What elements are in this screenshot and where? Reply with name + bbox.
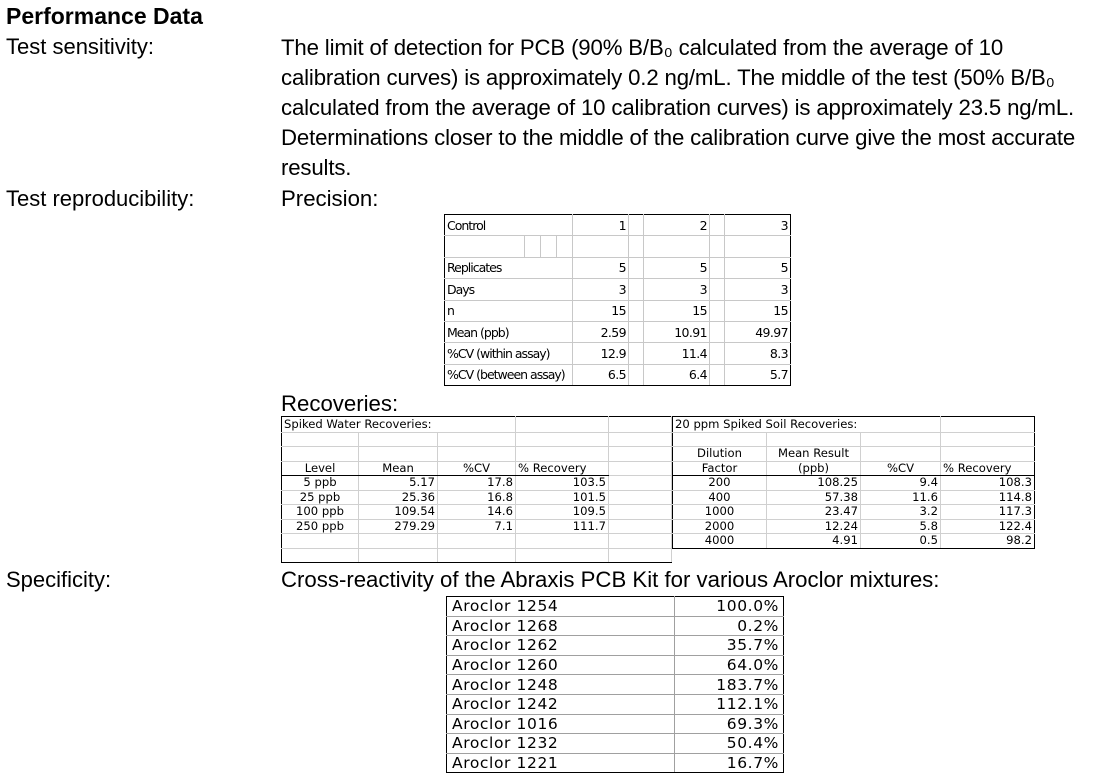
precision-cell: 3 — [725, 279, 791, 300]
water-recovery: 103.5 — [516, 476, 609, 491]
precision-cell: 5 — [573, 257, 629, 278]
soil-row — [673, 505, 1035, 520]
water-recovery — [516, 548, 609, 563]
aroclor-name: Aroclor 1221 — [447, 753, 675, 773]
soil-cv: 5.8 — [861, 519, 941, 534]
soil-mean: 108.25 — [767, 476, 861, 491]
aroclor-cross-reactivity: 69.3% — [675, 714, 784, 734]
reproducibility-label: Test reproducibility: — [6, 186, 195, 211]
aroclor-row — [447, 694, 784, 714]
soil-title: 20 ppm Spiked Soil Recoveries: — [673, 417, 941, 433]
water-row — [282, 505, 672, 520]
soil-col-cv: %CV — [861, 461, 941, 476]
precision-row-label: n — [445, 300, 573, 321]
soil-cv: 0.5 — [861, 534, 941, 549]
water-row — [282, 476, 672, 491]
precision-row — [445, 364, 791, 385]
precision-heading: Precision: — [281, 186, 379, 211]
aroclor-name: Aroclor 1254 — [447, 597, 675, 617]
water-mean: 25.36 — [359, 490, 438, 505]
water-recovery: 111.7 — [516, 519, 609, 534]
soil-dilution: 400 — [673, 490, 767, 505]
water-row — [282, 534, 672, 549]
precision-row — [445, 321, 791, 342]
aroclor-row — [447, 714, 784, 734]
water-col-recovery: % Recovery — [516, 461, 609, 476]
aroclor-row — [447, 734, 784, 754]
aroclor-row — [447, 753, 784, 773]
water-level: 250 ppb — [282, 519, 359, 534]
water-row — [282, 490, 672, 505]
soil-recoveries-table — [672, 416, 1035, 549]
aroclor-row — [447, 636, 784, 656]
water-cv: 14.6 — [438, 505, 516, 520]
soil-recovery: 114.8 — [941, 490, 1035, 505]
water-row — [282, 519, 672, 534]
water-title: Spiked Water Recoveries: — [282, 417, 516, 433]
water-mean — [359, 548, 438, 563]
water-cv — [438, 534, 516, 549]
soil-dilution: 4000 — [673, 534, 767, 549]
soil-mean: 12.24 — [767, 519, 861, 534]
water-recovery — [516, 534, 609, 549]
precision-cell: 6.4 — [644, 364, 710, 385]
aroclor-name: Aroclor 1248 — [447, 675, 675, 695]
precision-row — [445, 300, 791, 321]
soil-column-header-top-row — [673, 447, 1035, 462]
soil-col-dilution: Dilution — [673, 447, 767, 462]
precision-cell: 5 — [725, 257, 791, 278]
precision-cell: 2.59 — [573, 321, 629, 342]
soil-col-ppb: (ppb) — [767, 461, 861, 476]
water-mean — [359, 534, 438, 549]
precision-row — [445, 343, 791, 364]
precision-header-1: 1 — [573, 215, 629, 236]
precision-header-2: 2 — [644, 215, 710, 236]
soil-row — [673, 534, 1035, 549]
sensitivity-label: Test sensitivity: — [6, 34, 154, 59]
water-mean: 109.54 — [359, 505, 438, 520]
soil-col-recovery: % Recovery — [941, 461, 1035, 476]
aroclor-name: Aroclor 1262 — [447, 636, 675, 656]
precision-spacer-row — [445, 236, 791, 257]
soil-col-factor: Factor — [673, 461, 767, 476]
aroclor-cross-reactivity: 112.1% — [675, 694, 784, 714]
soil-cv: 3.2 — [861, 505, 941, 520]
water-mean: 5.17 — [359, 476, 438, 491]
aroclor-cross-reactivity: 50.4% — [675, 734, 784, 754]
aroclor-row — [447, 675, 784, 695]
water-level — [282, 534, 359, 549]
water-cv: 17.8 — [438, 476, 516, 491]
precision-cell: 12.9 — [573, 343, 629, 364]
aroclor-name: Aroclor 1016 — [447, 714, 675, 734]
soil-column-header-row — [673, 461, 1035, 476]
precision-row-label: Mean (ppb) — [445, 321, 573, 342]
water-col-mean: Mean — [359, 461, 438, 476]
aroclor-cross-reactivity: 16.7% — [675, 753, 784, 773]
page-title: Performance Data — [6, 3, 203, 29]
soil-mean: 57.38 — [767, 490, 861, 505]
soil-dilution: 1000 — [673, 505, 767, 520]
precision-row-label: Days — [445, 279, 573, 300]
aroclor-row — [447, 597, 784, 617]
sensitivity-text: The limit of detection for PCB (90% B/B₀ calculated from the average of 10 calibration curves) is approximately 0.2 ng/mL. The middle of the test (50% B/B₀ calculated from the average of 10 calibration curves) is approximately 23.5 ng/mL. Determinations closer to the middle of the calibration curve give the most accurate results. — [281, 35, 1076, 180]
specificity-heading: Cross-reactivity of the Abraxis PCB Kit for various Aroclor mixtures: — [281, 567, 940, 592]
precision-header-3: 3 — [725, 215, 791, 236]
aroclor-cross-reactivity: 100.0% — [675, 597, 784, 617]
aroclor-cross-reactivity: 0.2% — [675, 616, 784, 636]
recoveries-heading: Recoveries: — [281, 391, 399, 416]
soil-cv: 9.4 — [861, 476, 941, 491]
soil-row — [673, 476, 1035, 491]
precision-cell: 15 — [644, 300, 710, 321]
aroclor-cross-reactivity: 183.7% — [675, 675, 784, 695]
precision-table — [444, 214, 791, 386]
precision-cell: 10.91 — [644, 321, 710, 342]
soil-dilution: 2000 — [673, 519, 767, 534]
water-recoveries-table — [281, 416, 672, 563]
water-level: 100 ppb — [282, 505, 359, 520]
water-row — [282, 548, 672, 563]
soil-recovery: 117.3 — [941, 505, 1035, 520]
soil-col-mean-result: Mean Result — [767, 447, 861, 462]
water-col-level: Level — [282, 461, 359, 476]
precision-cell: 15 — [573, 300, 629, 321]
precision-cell: 11.4 — [644, 343, 710, 364]
soil-mean: 23.47 — [767, 505, 861, 520]
soil-recovery: 122.4 — [941, 519, 1035, 534]
precision-row — [445, 279, 791, 300]
aroclor-name: Aroclor 1268 — [447, 616, 675, 636]
soil-cv: 11.6 — [861, 490, 941, 505]
aroclor-name: Aroclor 1232 — [447, 734, 675, 754]
precision-cell: 15 — [725, 300, 791, 321]
aroclor-row — [447, 616, 784, 636]
precision-row-label: Replicates — [445, 257, 573, 278]
soil-row — [673, 519, 1035, 534]
aroclor-row — [447, 655, 784, 675]
precision-row-label: %CV (within assay) — [445, 343, 573, 364]
aroclor-table — [446, 596, 784, 773]
water-level — [282, 548, 359, 563]
specificity-label: Specificity: — [6, 567, 112, 592]
precision-cell: 3 — [644, 279, 710, 300]
precision-cell: 6.5 — [573, 364, 629, 385]
precision-cell: 49.97 — [725, 321, 791, 342]
aroclor-cross-reactivity: 64.0% — [675, 655, 784, 675]
soil-row — [673, 490, 1035, 505]
soil-recovery: 98.2 — [941, 534, 1035, 549]
water-level: 25 ppb — [282, 490, 359, 505]
water-level: 5 ppb — [282, 476, 359, 491]
precision-cell: 5 — [644, 257, 710, 278]
water-col-cv: %CV — [438, 461, 516, 476]
aroclor-name: Aroclor 1260 — [447, 655, 675, 675]
precision-row-label: %CV (between assay) — [445, 364, 573, 385]
water-recovery: 101.5 — [516, 490, 609, 505]
soil-dilution: 200 — [673, 476, 767, 491]
precision-header-row — [445, 215, 791, 236]
precision-cell: 8.3 — [725, 343, 791, 364]
water-recovery: 109.5 — [516, 505, 609, 520]
precision-header-control: Control — [445, 215, 573, 236]
soil-mean: 4.91 — [767, 534, 861, 549]
water-mean: 279.29 — [359, 519, 438, 534]
precision-cell: 3 — [573, 279, 629, 300]
precision-cell: 5.7 — [725, 364, 791, 385]
soil-recovery: 108.3 — [941, 476, 1035, 491]
water-cv: 16.8 — [438, 490, 516, 505]
precision-row — [445, 257, 791, 278]
water-cv — [438, 548, 516, 563]
water-column-header-row — [282, 461, 672, 476]
aroclor-cross-reactivity: 35.7% — [675, 636, 784, 656]
water-cv: 7.1 — [438, 519, 516, 534]
aroclor-name: Aroclor 1242 — [447, 694, 675, 714]
